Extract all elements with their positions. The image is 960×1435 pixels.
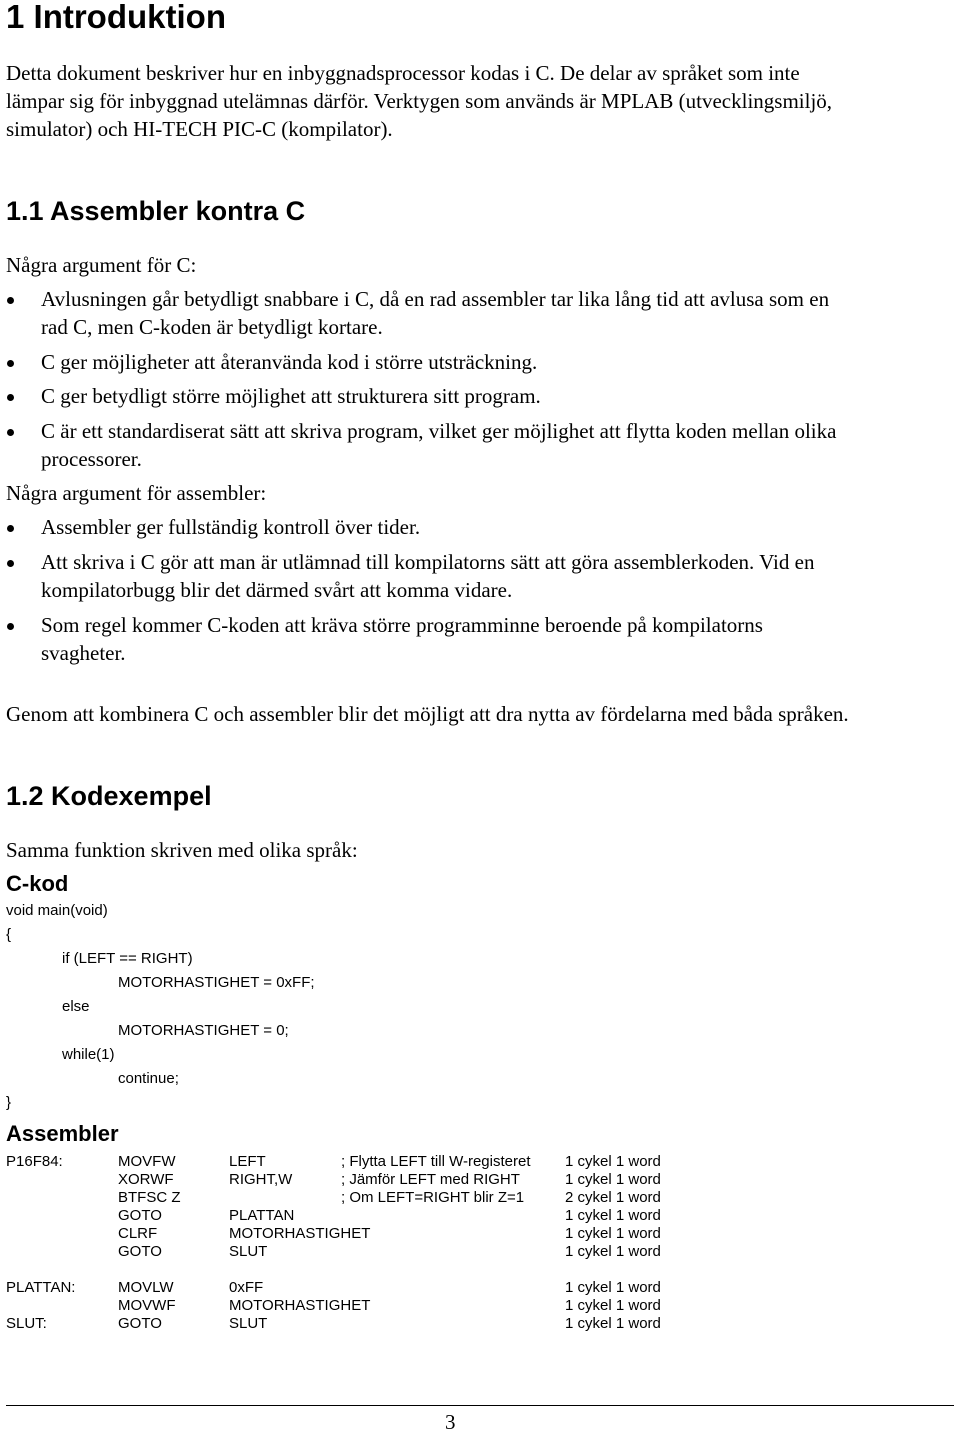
assembler-heading: Assembler	[6, 1121, 119, 1146]
bullet-icon	[7, 525, 14, 532]
asm-cycles: 2 cykel 1 word	[565, 1189, 661, 1206]
asm-cycles: 1 cykel 1 word	[565, 1297, 661, 1314]
list-item: Assembler ger fullständig kontroll över tider.	[41, 515, 421, 539]
assembler-arguments-heading: Några argument för assembler:	[6, 481, 267, 505]
list-item-continuation: rad C, men C-koden är betydligt kortare.	[41, 315, 383, 339]
list-item: Att skriva i C gör att man är utlämnad till kompilatorns sätt att göra assemblerkoden. Vid en	[41, 550, 815, 574]
code-line: while(1)	[62, 1046, 115, 1063]
intro-line-2: lämpar sig för inbyggnad utelämnas därför. Verktygen som används är MPLAB (utvecklingsmiljö,	[6, 89, 833, 113]
asm-op: MOVFW	[118, 1153, 176, 1170]
section-heading-introduktion: 1 Introduktion	[6, 0, 226, 35]
asm-label: P16F84:	[6, 1153, 63, 1170]
asm-label: SLUT:	[6, 1315, 47, 1332]
asm-cycles: 1 cykel 1 word	[565, 1243, 661, 1260]
asm-cycles: 1 cykel 1 word	[565, 1207, 661, 1224]
conclusion-paragraph: Genom att kombinera C och assembler blir det möjligt att dra nytta av fördelarna med båda språken.	[6, 702, 849, 726]
section-heading-assembler-kontra-c: 1.1 Assembler kontra C	[6, 196, 306, 226]
asm-arg: 0xFF	[229, 1279, 264, 1296]
list-item-continuation: kompilatorbugg blir det därmed svårt att komma vidare.	[41, 578, 513, 602]
code-line: {	[6, 926, 12, 943]
asm-op: BTFSC Z	[118, 1189, 181, 1206]
asm-op: MOVLW	[118, 1279, 174, 1296]
code-line: void main(void)	[6, 902, 108, 919]
code-line: else	[62, 998, 90, 1015]
kodexempel-intro: Samma funktion skriven med olika språk:	[6, 838, 358, 862]
asm-cycles: 1 cykel 1 word	[565, 1225, 661, 1242]
code-line: if (LEFT == RIGHT)	[62, 950, 193, 967]
asm-arg: SLUT	[229, 1243, 268, 1260]
code-line: MOTORHASTIGHET = 0xFF;	[118, 974, 315, 991]
asm-cycles: 1 cykel 1 word	[565, 1279, 661, 1296]
list-item-continuation: processorer.	[41, 447, 142, 471]
intro-line-3: simulator) och HI-TECH PIC-C (kompilator).	[6, 117, 393, 141]
list-item: C ger möjligheter att återanvända kod i större utsträckning.	[41, 350, 538, 374]
asm-comment: ; Om LEFT=RIGHT blir Z=1	[341, 1189, 525, 1206]
intro-line-1: Detta dokument beskriver hur en inbyggnadsprocessor kodas i C. De delar av språket som inte	[6, 61, 800, 85]
asm-arg: LEFT	[229, 1153, 266, 1170]
bullet-icon	[7, 394, 14, 401]
c-arguments-heading: Några argument för C:	[6, 253, 197, 277]
asm-op: XORWF	[118, 1171, 174, 1188]
asm-op: MOVWF	[118, 1297, 176, 1314]
asm-comment: ; Jämför LEFT med RIGHT	[341, 1171, 520, 1188]
bullet-icon	[7, 560, 14, 567]
asm-label: PLATTAN:	[6, 1279, 76, 1296]
asm-cycles: 1 cykel 1 word	[565, 1315, 661, 1332]
bullet-icon	[7, 429, 14, 436]
bullet-icon	[7, 360, 14, 367]
c-code-heading: C-kod	[6, 871, 69, 896]
asm-op: GOTO	[118, 1243, 162, 1260]
code-line: MOTORHASTIGHET = 0;	[118, 1022, 289, 1039]
asm-op: CLRF	[118, 1225, 158, 1242]
footer-divider	[6, 1405, 954, 1406]
asm-cycles: 1 cykel 1 word	[565, 1153, 661, 1170]
asm-op: GOTO	[118, 1207, 162, 1224]
asm-arg: RIGHT,W	[229, 1171, 293, 1188]
asm-cycles: 1 cykel 1 word	[565, 1171, 661, 1188]
asm-arg: PLATTAN	[229, 1207, 295, 1224]
code-line: continue;	[118, 1070, 179, 1087]
asm-comment: ; Flytta LEFT till W-registeret	[341, 1153, 531, 1170]
asm-arg: MOTORHASTIGHET	[229, 1297, 371, 1314]
asm-arg: SLUT	[229, 1315, 268, 1332]
asm-op: GOTO	[118, 1315, 162, 1332]
list-item: Avlusningen går betydligt snabbare i C, då en rad assembler tar lika lång tid att avlusa som en	[41, 287, 830, 311]
asm-arg: MOTORHASTIGHET	[229, 1225, 371, 1242]
list-item: C ger betydligt större möjlighet att strukturera sitt program.	[41, 384, 541, 408]
page-number: 3	[445, 1410, 456, 1434]
list-item: C är ett standardiserat sätt att skriva program, vilket ger möjlighet att flytta koden mellan olika	[41, 419, 837, 443]
bullet-icon	[7, 623, 14, 630]
section-heading-kodexempel: 1.2 Kodexempel	[6, 781, 212, 811]
code-line: }	[6, 1094, 12, 1111]
bullet-icon	[7, 297, 14, 304]
list-item-continuation: svagheter.	[41, 641, 126, 665]
list-item: Som regel kommer C-koden att kräva större programminne beroende på kompilatorns	[41, 613, 763, 637]
